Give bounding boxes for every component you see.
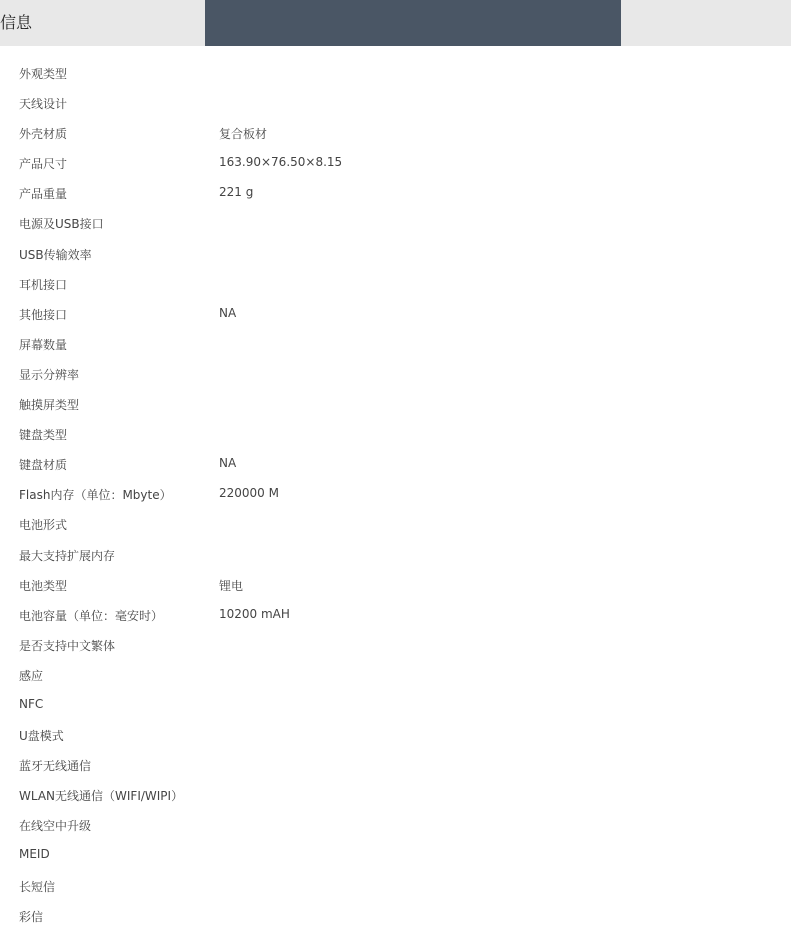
spec-label: 产品重量 — [19, 187, 68, 202]
spec-list — [0, 58, 791, 931]
spec-label: U盘模式 — [19, 729, 64, 744]
spec-label: NFC — [19, 696, 44, 711]
spec-label: 屏幕数量 — [19, 337, 68, 352]
spec-value: 10200 mAH — [219, 606, 290, 621]
spec-value: NA — [219, 305, 237, 320]
spec-row — [0, 540, 791, 570]
spec-value: 221 g — [219, 185, 254, 200]
spec-label: 在线空中升级 — [19, 819, 92, 834]
spec-label: USB传输效率 — [19, 247, 92, 262]
spec-label: 电源及USB接口 — [19, 217, 104, 232]
spec-row — [0, 750, 791, 780]
spec-row — [0, 359, 791, 389]
spec-row — [0, 810, 791, 840]
spec-label: 感应 — [19, 668, 44, 683]
spec-row — [0, 720, 791, 750]
spec-row — [0, 178, 791, 208]
spec-label: 键盘材质 — [19, 458, 68, 473]
spec-label: WLAN无线通信（WIFI/WIPI） — [19, 789, 184, 804]
page-title: 信息 — [0, 13, 33, 32]
spec-label: 天线设计 — [19, 97, 68, 112]
spec-label: 电池容量（单位：毫安时） — [19, 608, 164, 623]
spec-row — [0, 479, 791, 509]
spec-label: 触摸屏类型 — [19, 398, 80, 413]
spec-row — [0, 299, 791, 329]
spec-row — [0, 660, 791, 690]
spec-label: 外壳材质 — [19, 127, 68, 142]
header-banner — [205, 0, 621, 46]
spec-value: 锂电 — [219, 578, 244, 593]
spec-row — [0, 118, 791, 148]
spec-row — [0, 840, 791, 870]
spec-row — [0, 901, 791, 931]
spec-row — [0, 570, 791, 600]
spec-row — [0, 600, 791, 630]
spec-row — [0, 208, 791, 238]
spec-value: NA — [219, 456, 237, 471]
spec-row — [0, 871, 791, 901]
spec-value: 163.90×76.50×8.15 — [219, 155, 343, 170]
spec-label: 键盘类型 — [19, 428, 68, 443]
spec-label: 电池形式 — [19, 518, 68, 533]
spec-row — [0, 630, 791, 660]
spec-row — [0, 88, 791, 118]
spec-value: 220000 M — [219, 486, 279, 501]
spec-label: 产品尺寸 — [19, 157, 68, 172]
spec-row — [0, 239, 791, 269]
spec-row — [0, 269, 791, 299]
spec-label: 电池类型 — [19, 578, 68, 593]
spec-label: Flash内存（单位：Mbyte） — [19, 488, 172, 503]
spec-label: 是否支持中文繁体 — [19, 638, 116, 653]
header-bar — [0, 0, 791, 46]
spec-row — [0, 419, 791, 449]
spec-row — [0, 780, 791, 810]
spec-row — [0, 449, 791, 479]
spec-label: 耳机接口 — [19, 277, 68, 292]
spec-row — [0, 148, 791, 178]
spec-label: 其他接口 — [19, 307, 68, 322]
spec-row — [0, 329, 791, 359]
spec-label: MEID — [19, 847, 50, 862]
spec-row — [0, 58, 791, 88]
spec-value: 复合板材 — [219, 127, 268, 142]
spec-row — [0, 509, 791, 539]
spec-row — [0, 690, 791, 720]
spec-label: 最大支持扩展内存 — [19, 548, 116, 563]
spec-label: 显示分辨率 — [19, 367, 80, 382]
spec-label: 彩信 — [19, 909, 44, 924]
spec-label: 外观类型 — [19, 67, 68, 81]
spec-label: 长短信 — [19, 879, 56, 894]
spec-row — [0, 389, 791, 419]
spec-label: 蓝牙无线通信 — [19, 759, 92, 774]
